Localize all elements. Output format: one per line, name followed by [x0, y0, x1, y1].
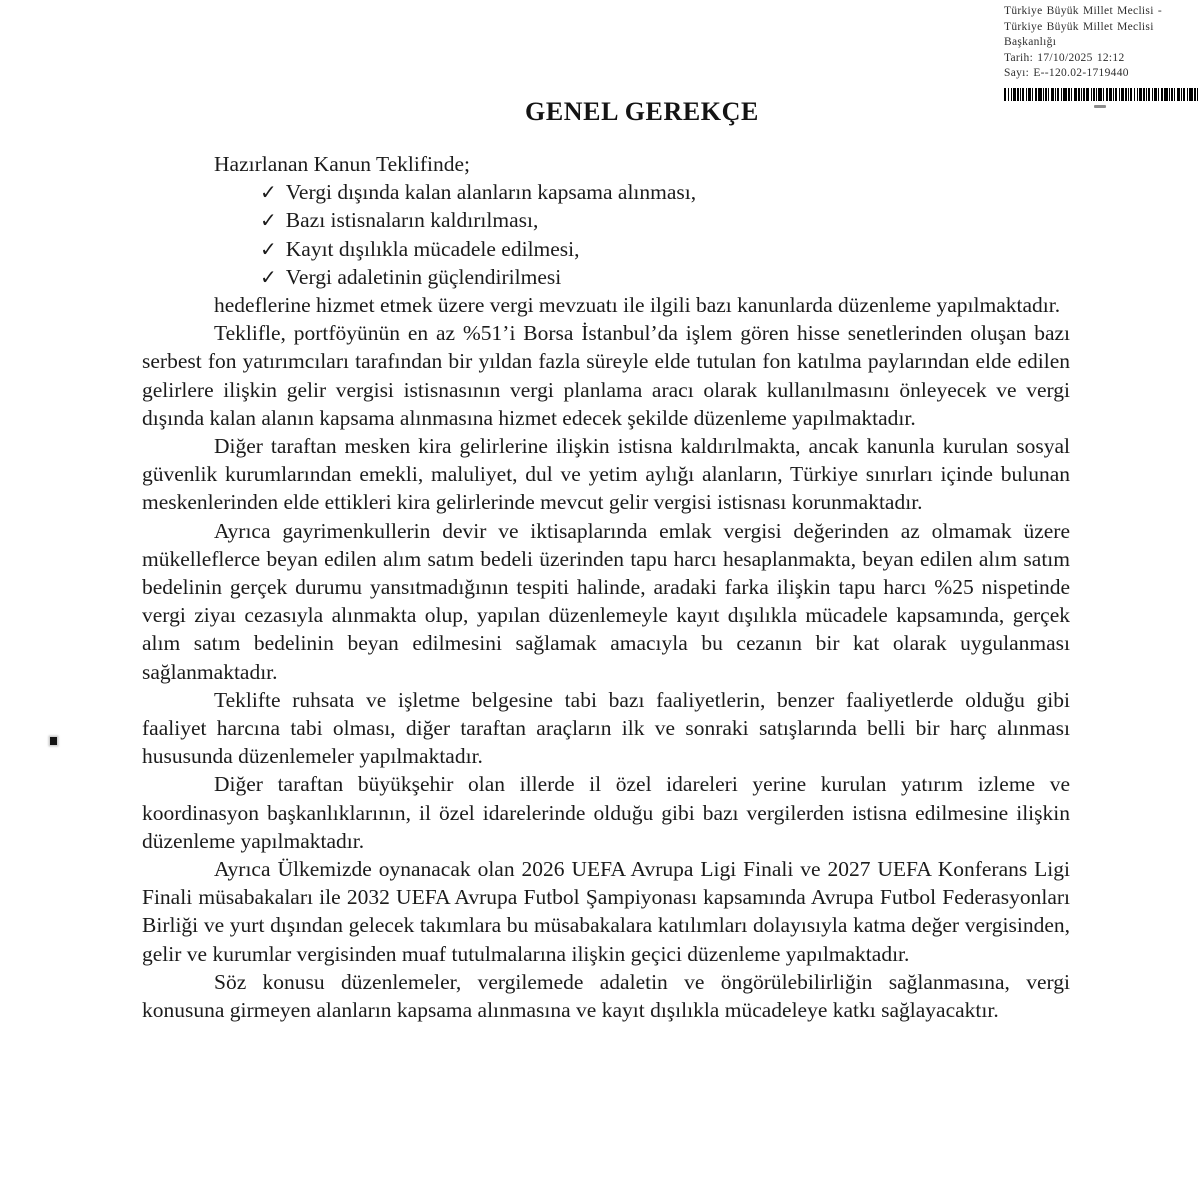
stamp-date: Tarih: 17/10/2025 12:12: [1004, 51, 1125, 64]
bullet-item: [142, 178, 1070, 206]
check-icon: ✓: [260, 264, 277, 289]
paragraph-metropolitan: Diğer taraftan büyükşehir olan illerde il özel idareleri yerine kurulan yatırım izleme ve koordinasyon başkanlıklarının, il özel idarelerinde olduğu gibi bazı vergilerden istisna edilmesine ilişkin düzenleme yapılmaktadır.: [142, 772, 1070, 853]
bullet-item: [142, 263, 1070, 291]
check-icon: ✓: [260, 180, 277, 205]
paragraph-rental-income: Diğer taraftan mesken kira gelirlerine ilişkin istisna kaldırılmakta, ancak kanunla kurulan sosyal güvenlik kurumlarından emekli, maluliyet, dul ve yetim aylığı alanların, Türkiye sınırları içinde bulunan meskenlerinden elde ettikleri kira gelirlerinde mevcut gelir vergisi istisnası korunmaktadır.: [142, 434, 1070, 515]
bullet-text: Vergi adaletinin güçlendirilmesi: [285, 264, 562, 289]
stamp-header: [1004, 4, 1200, 82]
paragraph-conclusion: Söz konusu düzenlemeler, vergilemede adaletin ve öngörülebilirliğin sağlanmasına, vergi konusuna girmeyen alanların kapsama alınmasına ve kayıt dışılıkla mücadeleye katkı sağlayacaktır.: [142, 969, 1070, 1023]
scan-artifact-dot: [50, 737, 57, 745]
page-title: GENEL GEREKÇE: [525, 97, 759, 126]
stamp-org-line-1: Türkiye Büyük Millet Meclisi -: [1004, 5, 1163, 17]
document-body: [142, 150, 1070, 1024]
paragraph-title-deed-fee: Ayrıca gayrimenkullerin devir ve iktisaplarında emlak vergisi değerinden az olmamak üzere mükelleflerce beyan edilen alım satım bedeli üzerinden tapu harcı hesaplanmakta, beyan edilen alım satım bedelinin gerçek durumu yansıtmadığının tespiti halinde, aradaki farka ilişkin tapu harcı %25 nispetinde vergi ziyaı cezasıyla alınmakta olup, yapılan düzenlemeyle kayıt dışılıkla mücadele kapsamında, gerçek alım satım bedelinin beyan edilmesini sağlamak amacıyla bu cezanın bir kat olarak uygulanması sağlanmaktadır.: [142, 518, 1070, 684]
stamp-org-line-3: Başkanlığı: [1004, 36, 1057, 49]
bullet-item: [142, 235, 1070, 263]
paragraph-fund-exemption: Teklifle, portföyünün en az %51’i Borsa İstanbul’da işlem gören hisse senetlerinden oluşan bazı serbest fon yatırımcıları tarafından bir yıldan fazla süreyle elde tutulan fon katılma paylarından elde edilen gelirlere ilişkin gelir vergisi istisnasının vergi planlama aracı olarak kullanılmasını önleyecek ve vergi dışında kalan alanın kapsama alınmasına hizmet edecek şekilde düzenleme yapılmaktadır.: [142, 321, 1070, 430]
intro-line: Hazırlanan Kanun Teklifinde;: [214, 152, 471, 176]
bullet-text: Bazı istisnaların kaldırılması,: [285, 208, 539, 233]
paragraph-uefa: Ayrıca Ülkemizde oynanacak olan 2026 UEFA Avrupa Ligi Finali ve 2027 UEFA Konferans Ligi Finali müsabakaları ile 2032 UEFA Avrupa Futbol Şampiyonası kapsamında Avrupa Futbol Federasyonları Birliği ve yurt dışından gelecek takımlara bu müsabakalara katılımları dolayısıyla katma değer vergisinden, gelir ve kurumlar vergisinden muaf tutulmalarına ilişkin geçici düzenleme yapılmaktadır.: [142, 857, 1070, 966]
stamp-org-line-2: Türkiye Büyük Millet Meclisi: [1004, 20, 1154, 33]
bullet-item: [142, 206, 1070, 234]
check-icon: ✓: [260, 208, 277, 233]
paragraph-goals: hedeflerine hizmet etmek üzere vergi mevzuatı ile ilgili bazı kanunlarda düzenleme yapılmaktadır.: [214, 293, 1061, 318]
paragraph-activity-fee: Teklifte ruhsata ve işletme belgesine tabi bazı faaliyetlerin, benzer faaliyetlerde olduğu gibi faaliyet harcına tabi olması, diğer taraftan araçların ilk ve sonraki satışlarında belli bir harç alınması hususunda düzenlemeler yapılmaktadır.: [142, 687, 1070, 769]
bullet-text: Kayıt dışılıkla mücadele edilmesi,: [285, 236, 580, 261]
bullet-text: Vergi dışında kalan alanların kapsama alınması,: [285, 180, 697, 205]
bullet-list: [142, 178, 1070, 291]
stamp-number: Sayı: E--120.02-1719440: [1004, 67, 1129, 80]
check-icon: ✓: [260, 236, 277, 261]
